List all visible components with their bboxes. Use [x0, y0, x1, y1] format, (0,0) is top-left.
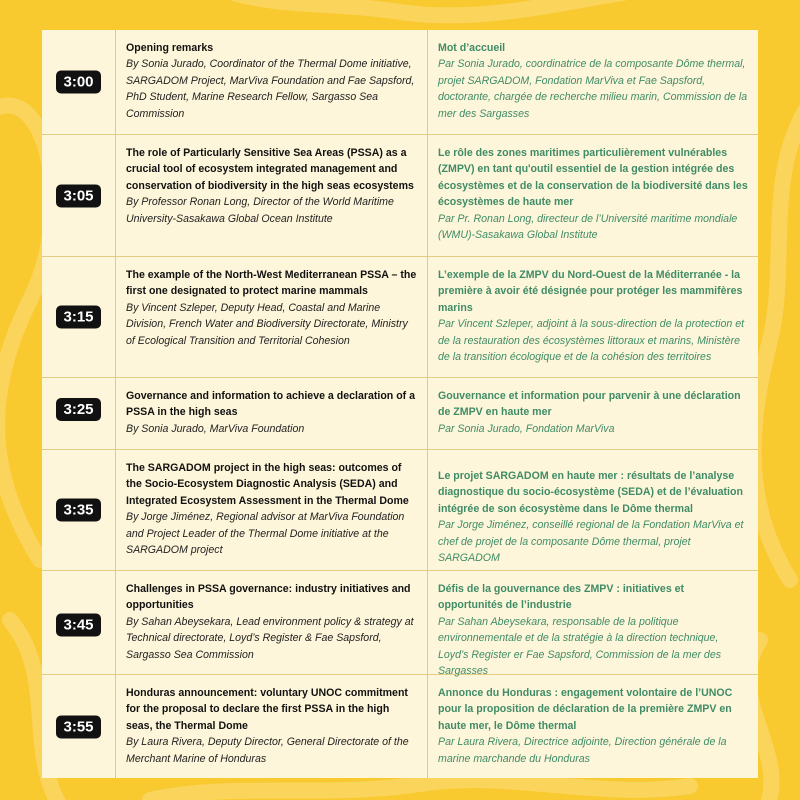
time-badge: 3:45	[56, 614, 101, 637]
french-cell	[427, 257, 758, 377]
session-title-en: Governance and information to achieve a declaration of a PSSA in the high seas	[126, 390, 416, 419]
english-cell	[115, 378, 427, 449]
time-cell	[42, 257, 115, 377]
time-cell	[42, 378, 115, 449]
session-speakers-fr: Par Pr. Ronan Long, directeur de l’Université maritime mondiale (WMU)-Sasakawa Global Institute	[438, 212, 738, 242]
english-cell	[115, 30, 427, 134]
session-row	[42, 450, 758, 571]
time-cell	[42, 675, 115, 778]
french-cell	[427, 571, 758, 679]
time-badge: 3:15	[56, 306, 101, 329]
session-row	[42, 571, 758, 678]
session-title-fr: Défis de la gouvernance des ZMPV : initiatives et opportunités de l’industrie	[438, 583, 685, 612]
session-title-en: Opening remarks	[126, 42, 214, 54]
schedule-table	[42, 30, 758, 778]
session-speakers-fr: Par Sahan Abeysekara, responsable de la politique environnementale et de la stratégie à la direction technique, Loyd’s Register er Fae Sapsford, Commission de la mer des Sargasses	[438, 615, 722, 678]
english-cell	[115, 135, 427, 256]
time-cell	[42, 571, 115, 679]
session-title-en: Honduras announcement: voluntary UNOC commitment for the proposal to declare the first PSSA in the high seas, the Thermal Dome	[126, 687, 408, 732]
session-row	[42, 257, 758, 378]
time-cell	[42, 450, 115, 570]
french-cell	[427, 135, 758, 256]
session-title-fr: Gouvernance et information pour parvenir à une déclaration de ZMPV en haute mer	[438, 390, 741, 419]
session-title-fr: Le rôle des zones maritimes particulièrement vulnérables (ZMPV) en tant qu'outil essentiel de la gestion intégrée des écosystèmes et de la conservation de la biodiversité dans les écosystèmes de haute mer	[438, 147, 748, 209]
french-cell	[427, 378, 758, 449]
session-row	[42, 30, 758, 135]
english-cell	[115, 257, 427, 377]
session-title-fr: L’exemple de la ZMPV du Nord-Ouest de la Méditerranée - la première à avoir été désignée pour protéger les mammifères marins	[438, 269, 743, 314]
session-row	[42, 135, 758, 257]
session-title-en: The example of the North-West Mediterranean PSSA – the first one designated to protect marine mammals	[126, 269, 417, 298]
session-speakers-en: By Jorge Jiménez, Regional advisor at MarViva Foundation and Project Leader of the Thermal Dome initiative at the SARGADOM project	[126, 511, 405, 557]
session-title-fr: Le projet SARGADOM en haute mer : résultats de l’analyse diagnostique du socio-écosystème (SEDA) et de l’évaluation intégrée de son écosystème dans le Dôme thermal	[438, 470, 743, 515]
session-title-en: The SARGADOM project in the high seas: outcomes of the Socio-Ecosystem Diagnostic Analysis (SEDA) and Integrated Ecosystem Assessment in the Thermal Dome	[126, 462, 409, 507]
french-cell	[427, 675, 758, 778]
session-title-fr: Mot d’accueil	[438, 42, 506, 54]
time-badge: 3:00	[56, 71, 101, 94]
session-speakers-fr: Par Laura Rivera, Directrice adjointe, Direction générale de la marine marchande du Honduras	[438, 736, 727, 765]
session-speakers-fr: Par Sonia Jurado, Fondation MarViva	[438, 422, 615, 435]
english-cell	[115, 675, 427, 778]
session-speakers-en: By Professor Ronan Long, Director of the World Maritime University-Sasakawa Global Ocean Institute	[126, 196, 394, 225]
session-title-fr: Annonce du Honduras : engagement volontaire de l’UNOC pour la proposition de déclaration de la première ZMPV en haute mer, le Dôme thermal	[438, 687, 733, 732]
session-speakers-en: By Sahan Abeysekara, Lead environment policy & strategy at Technical directorate, Loyd’s Register & Fae Sapsford, Sargasso Sea Commission	[126, 615, 414, 661]
session-title-en: The role of Particularly Sensitive Sea Areas (PSSA) as a crucial tool of ecosystem integrated management and conservation of biodiversity in the high seas ecosystems	[126, 147, 414, 192]
english-cell	[115, 450, 427, 570]
time-cell	[42, 135, 115, 256]
time-badge: 3:55	[56, 715, 101, 738]
session-title-en: Challenges in PSSA governance: industry initiatives and opportunities	[126, 583, 411, 612]
session-speakers-fr: Par Jorge Jiménez, conseillé regional de la Fondation MarViva et chef de projet de la composante Dôme thermal, projet SARGADOM	[438, 519, 744, 565]
session-row	[42, 675, 758, 778]
french-cell	[427, 450, 758, 570]
session-speakers-en: By Sonia Jurado, Coordinator of the Thermal Dome initiative, SARGADOM Project, MarViva Foundation and Fae Sapsford, PhD Student, Marine Research Fellow, Sargasso Sea Commission	[126, 58, 415, 120]
session-speakers-fr: Par Sonia Jurado, coordinatrice de la composante Dôme thermal, projet SARGADOM, Fondation MarViva et Fae Sapsford, doctorante, chargée de recherche milieu marin, Commission de la mer des Sargasses	[438, 58, 748, 120]
french-cell	[427, 30, 758, 134]
time-badge: 3:05	[56, 184, 101, 207]
session-row	[42, 378, 758, 450]
session-speakers-en: By Vincent Szleper, Deputy Head, Coastal and Marine Division, French Water and Biodiversity Directorate, Ministry of Ecological Transition and Territorial Cohesion	[126, 301, 408, 347]
session-speakers-fr: Par Vincent Szleper, adjoint à la sous-direction de la protection et de la restauration des écosystèmes littoraux et marins, Ministère de la transition écologique et de la cohésion des territoires	[438, 318, 745, 364]
time-badge: 3:25	[56, 398, 101, 421]
time-cell	[42, 30, 115, 134]
session-speakers-en: By Sonia Jurado, MarViva Foundation	[126, 422, 305, 435]
session-speakers-en: By Laura Rivera, Deputy Director, General Directorate of the Merchant Marine of Honduras	[126, 736, 409, 765]
english-cell	[115, 571, 427, 679]
time-badge: 3:35	[56, 499, 101, 522]
